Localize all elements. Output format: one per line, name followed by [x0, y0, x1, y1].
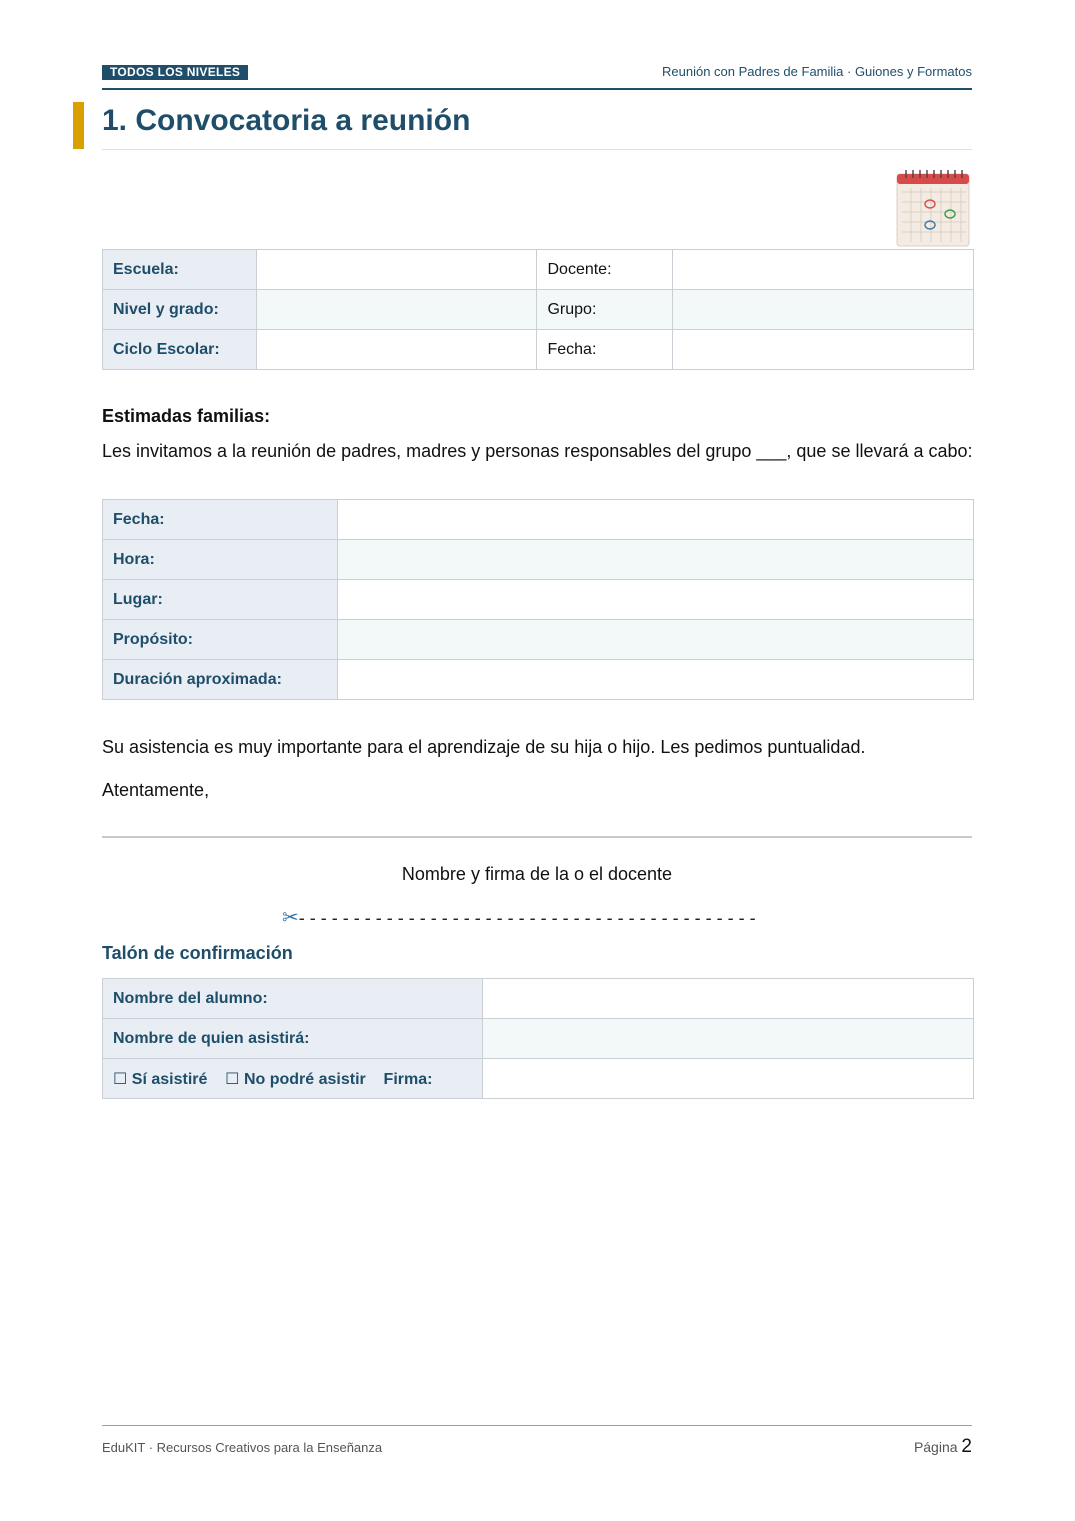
table-row: [103, 540, 974, 580]
closing-text: Atentamente,: [102, 780, 210, 800]
footer-divider: [102, 1425, 972, 1426]
meeting-duration-field[interactable]: [337, 660, 973, 700]
school-label: Escuela:: [103, 250, 257, 290]
invitation-text: Les invitamos a la reunión de padres, madres y personas responsables del grupo ___, que se llevará a cabo:: [102, 441, 973, 461]
meeting-time-label: Hora:: [103, 540, 338, 580]
table-row: [103, 580, 974, 620]
scissors-icon: ✂: [282, 907, 299, 929]
page-header: [102, 62, 972, 90]
title-accent-bar: [73, 102, 84, 149]
attendee-name-label: Nombre de quien asistirá:: [103, 1019, 483, 1059]
signature-field[interactable]: [482, 1059, 973, 1099]
table-row: [103, 620, 974, 660]
meeting-purpose-label: Propósito:: [103, 620, 338, 660]
student-name-label: Nombre del alumno:: [103, 979, 483, 1019]
level-badge: TODOS LOS NIVELES: [102, 65, 248, 80]
table-row: [103, 330, 974, 370]
page-number: 2: [961, 1436, 972, 1457]
meeting-date-field[interactable]: [337, 500, 973, 540]
date-field[interactable]: [673, 330, 974, 370]
attendance-options-label[interactable]: ☐ Sí asistiré ☐ No podré asistir Firma:: [103, 1059, 483, 1099]
footer-brand: EduKIT · Recursos Creativos para la Enseñanza: [102, 1440, 383, 1455]
table-row: [103, 290, 974, 330]
school-info-table: [102, 249, 974, 370]
table-row: [103, 660, 974, 700]
talon-title: Talón de confirmación: [102, 943, 293, 963]
page-label: Página: [913, 1439, 958, 1455]
table-row: [103, 979, 974, 1019]
table-row: [103, 250, 974, 290]
student-name-field[interactable]: [482, 979, 973, 1019]
school-year-field[interactable]: [256, 330, 537, 370]
teacher-label: Docente:: [537, 250, 673, 290]
meeting-time-field[interactable]: [337, 540, 973, 580]
meeting-place-label: Lugar:: [103, 580, 338, 620]
group-field[interactable]: [673, 290, 974, 330]
cut-line: [282, 905, 802, 930]
group-label: Grupo:: [537, 290, 673, 330]
greeting: Estimadas familias:: [102, 406, 271, 426]
dashed-line: - - - - - - - - - - - - - - - - - - - - - - - - - - - - - - - - - - - - - - - - - -: [298, 908, 756, 928]
school-year-label: Ciclo Escolar:: [103, 330, 257, 370]
table-row: [103, 500, 974, 540]
confirmation-table: [102, 978, 974, 1099]
meeting-details-table: [102, 499, 974, 700]
meeting-place-field[interactable]: [337, 580, 973, 620]
table-row: [103, 1059, 974, 1099]
table-row: [103, 1019, 974, 1059]
attendee-name-field[interactable]: [482, 1019, 973, 1059]
meeting-purpose-field[interactable]: [337, 620, 973, 660]
date-label: Fecha:: [537, 330, 673, 370]
signature-label: Nombre y firma de la o el docente: [401, 864, 673, 884]
grade-field[interactable]: [256, 290, 537, 330]
grade-label: Nivel y grado:: [103, 290, 257, 330]
importance-text: Su asistencia es muy importante para el aprendizaje de su hija o hijo. Les pedimos puntualidad.: [102, 737, 866, 757]
calendar-icon: [894, 168, 972, 248]
school-field[interactable]: [256, 250, 537, 290]
signature-line: [102, 836, 972, 838]
page-indicator: [914, 1436, 972, 1458]
meeting-duration-label: Duración aproximada:: [103, 660, 338, 700]
teacher-field[interactable]: [673, 250, 974, 290]
section-title: 1. Convocatoria a reunión: [102, 102, 972, 150]
meeting-date-label: Fecha:: [103, 500, 338, 540]
document-title: Reunión con Padres de Familia · Guiones y Formatos: [662, 64, 972, 79]
